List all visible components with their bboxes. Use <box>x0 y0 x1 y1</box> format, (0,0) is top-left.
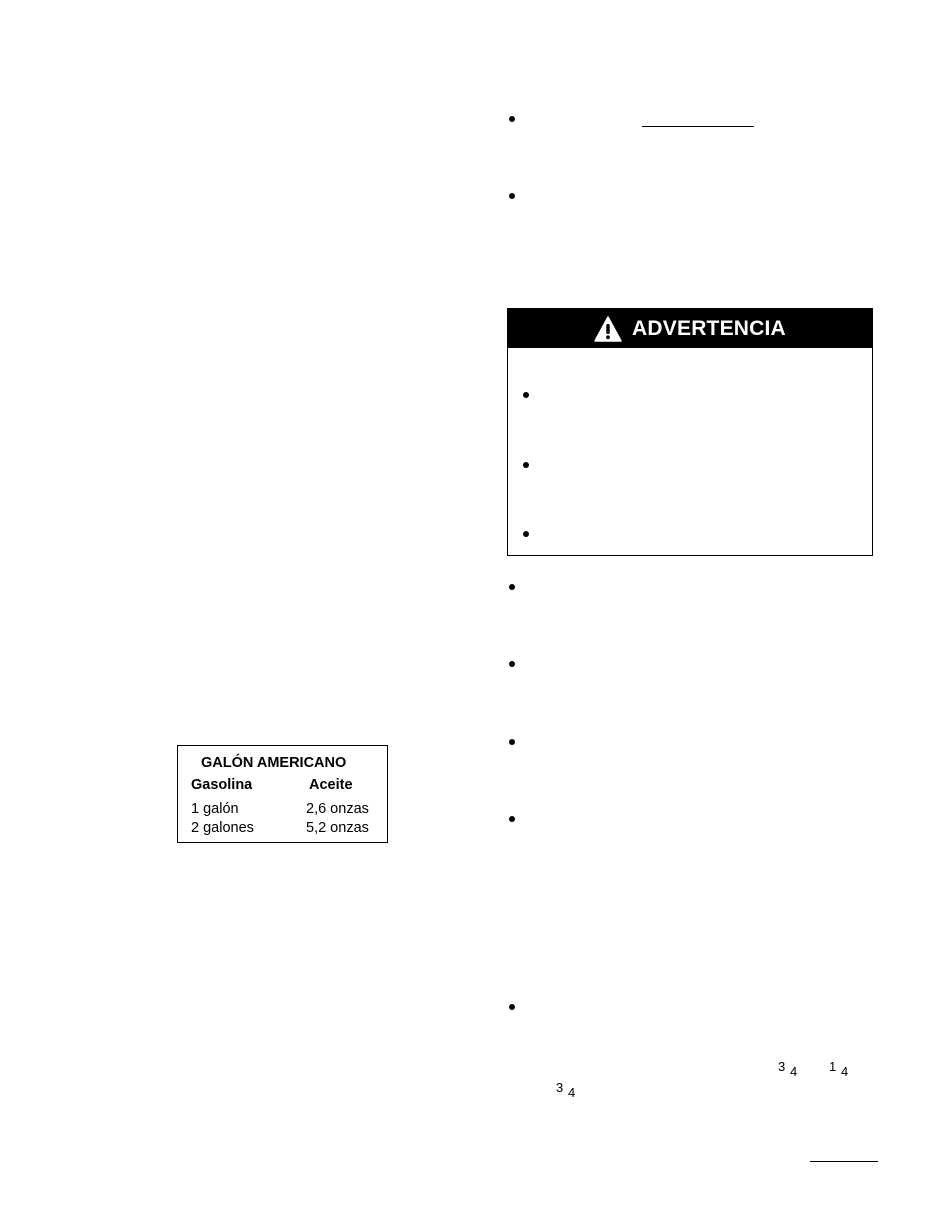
warning-title: ADVERTENCIA <box>632 316 786 340</box>
bullet-1 <box>509 116 515 122</box>
fuel-table-cell: 1 galón <box>191 801 239 817</box>
bullet-2 <box>509 193 515 199</box>
bullet-3 <box>509 584 515 590</box>
fuel-table-cell: 5,2 onzas <box>306 820 369 836</box>
warning-header <box>508 309 872 348</box>
fuel-table-cell: 2 galones <box>191 820 254 836</box>
fraction-a-numerator: 3 <box>778 1059 786 1074</box>
bullet-4 <box>509 661 515 667</box>
bullet-5 <box>509 739 515 745</box>
warning-bullet-1 <box>523 392 529 398</box>
bullet-6 <box>509 816 515 822</box>
warning-triangle-icon <box>594 316 622 342</box>
bullet-7 <box>509 1004 515 1010</box>
fuel-table-title: GALÓN AMERICANO <box>201 755 347 771</box>
fuel-table-header-gasoline: Gasolina <box>191 777 253 793</box>
footer-rule <box>810 1161 878 1162</box>
warning-bullet-2 <box>523 462 529 468</box>
warning-bullet-3 <box>523 531 529 537</box>
fuel-mix-table <box>177 745 388 843</box>
fraction-a-denominator: 4 <box>790 1064 798 1079</box>
fuel-table-header-oil: Aceite <box>309 777 353 793</box>
fraction-b-numerator: 1 <box>829 1059 837 1074</box>
fraction-c-denominator: 4 <box>568 1085 576 1100</box>
fraction-b-denominator: 4 <box>841 1064 849 1079</box>
warning-box <box>507 308 873 556</box>
fraction-c-numerator: 3 <box>556 1080 564 1095</box>
fuel-table-cell: 2,6 onzas <box>306 801 369 817</box>
underline-rule <box>642 126 754 127</box>
